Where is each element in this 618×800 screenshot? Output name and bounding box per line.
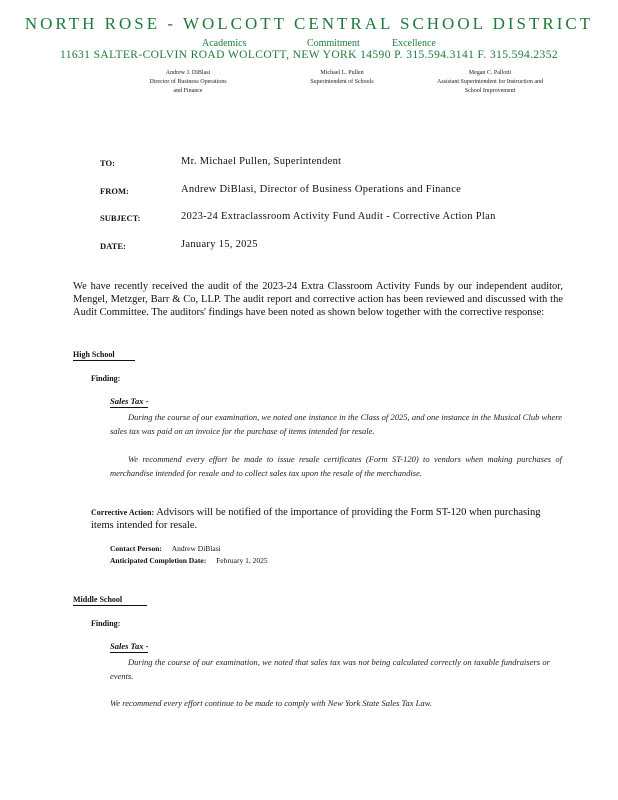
contact-person-label: Contact Person: (110, 544, 162, 553)
finding-subheading: Sales Tax - (110, 641, 149, 651)
memo-date-label: DATE: (100, 241, 126, 251)
memo-to-label: TO: (100, 158, 115, 168)
completion-date: February 1, 2025 (216, 556, 268, 565)
official-name: Michael L. Pullen (320, 70, 364, 76)
memo-date: January 15, 2025 (181, 239, 258, 250)
memo-subject: 2023-24 Extraclassroom Activity Fund Audit - Corrective Action Plan (181, 211, 496, 222)
official-business (128, 69, 248, 96)
memo-to: Mr. Michael Pullen, Superintendent (181, 156, 342, 167)
recommendation-paragraph: We recommend every effort continue to be made to comply with New York State Sales Tax Law. (110, 698, 432, 708)
contact-info (110, 543, 268, 567)
completion-date-label: Anticipated Completion Date: (110, 556, 207, 565)
official-title: Director of Business Operations and Finance (149, 79, 227, 94)
finding-label: Finding: (91, 374, 121, 383)
official-title: Superintendent of Schools (310, 79, 374, 85)
memo-from-label: FROM: (100, 186, 129, 196)
official-name: Andrew J. DiBlasi (165, 70, 211, 76)
corrective-action-label: Corrective Action: (91, 508, 155, 517)
official-title: Assistant Superintendent for Instruction and School Improvement (437, 79, 543, 94)
finding-label: Finding: (91, 619, 121, 628)
official-assistant (420, 69, 560, 96)
motto-commitment: Commitment (307, 38, 360, 49)
finding-paragraph: During the course of our examination, we noted that sales tax was not being calculated correctly on taxable fundraisers or events. (110, 657, 550, 681)
intro-paragraph: We have recently received the audit of the 2023-24 Extra Classroom Activity Funds by our independent auditor, Mengel, Metzger, Barr & Co, LLP. The audit report and corrective action has been reviewed and discussed with the Audit Committee. The auditors' findings have been noted as shown below together with the corrective response: (73, 281, 563, 318)
section-heading-middle-school: Middle School (73, 595, 147, 606)
motto-academics: Academics (202, 38, 247, 49)
recommendation-paragraph: We recommend every effort be made to issue resale certificates (Form ST-120) to vendors when making purchases of merchandise intended for resale and to collect sales tax upon the resale of the merchandise. (110, 454, 562, 478)
corrective-action-text: Advisors will be notified of the importance of providing the Form ST-120 when purchasing items intended for resale. (91, 507, 541, 531)
official-name: Megan C. Pallotti (468, 70, 512, 76)
district-name: NORTH ROSE - WOLCOTT CENTRAL SCHOOL DISTRICT (24, 14, 594, 33)
district-address: 11631 SALTER-COLVIN ROAD WOLCOTT, NEW YORK 14590 P. 315.594.3141 F. 315.594.2352 (59, 49, 558, 61)
motto-excellence: Excellence (392, 38, 436, 49)
memo-from: Andrew DiBlasi, Director of Business Operations and Finance (181, 184, 462, 195)
contact-person: Andrew DiBlasi (171, 544, 221, 553)
memo-subject-label: SUBJECT: (100, 213, 141, 223)
finding-subheading: Sales Tax - (110, 396, 149, 406)
finding-paragraph: During the course of our examination, we noted one instance in the Class of 2025, and one instance in the Musical Club where sales tax was paid on an invoice for the purchase of items intended for resale. (110, 412, 562, 436)
official-superintendent (282, 69, 402, 87)
corrective-action (91, 506, 551, 532)
section-heading-high-school: High School (73, 350, 135, 361)
